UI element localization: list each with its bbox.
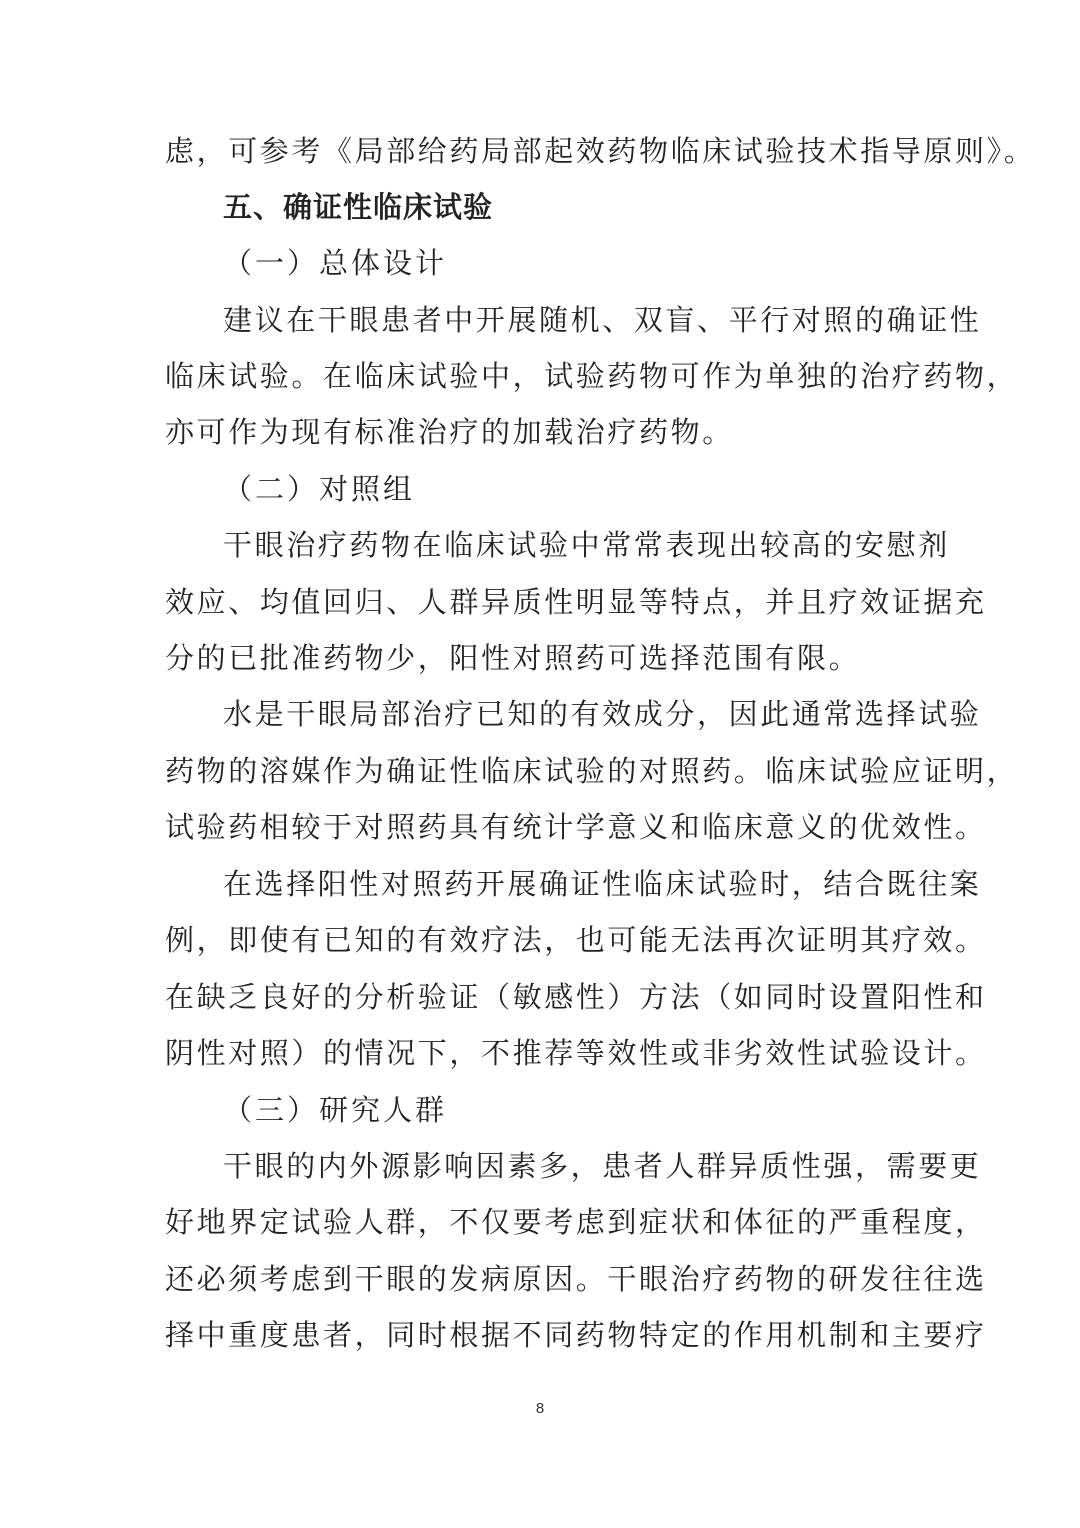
paragraph-line: 还必须考虑到干眼的发病原因。干眼治疗药物的研发往往选 (165, 1262, 987, 1296)
paragraph-line: 择中重度患者，同时根据不同药物特定的作用机制和主要疗 (165, 1318, 987, 1352)
paragraph-line: 效应、均值回归、人群异质性明显等特点，并且疗效证据充 (165, 585, 987, 619)
paragraph-line: 临床试验。在临床试验中，试验药物可作为单独的治疗药物， (165, 359, 1019, 393)
paragraph-line: 例，即使有已知的有效疗法，也可能无法再次证明其疗效。 (165, 923, 987, 957)
page-number: 8 (535, 1400, 545, 1417)
paragraph-line: 亦可作为现有标准治疗的加载治疗药物。 (165, 415, 734, 449)
paragraph-line: 在缺乏良好的分析验证（敏感性）方法（如同时设置阳性和 (165, 980, 987, 1014)
paragraph-line: 虑，可参考《局部给药局部起效药物临床试验技术指导原则》。 (165, 134, 1036, 168)
section-heading: 五、确证性临床试验 (223, 190, 494, 224)
paragraph-line: 干眼治疗药物在临床试验中常常表现出较高的安慰剂 (223, 528, 950, 562)
paragraph-line: 试验药相较于对照药具有统计学意义和临床意义的优效性。 (165, 810, 987, 844)
paragraph-line: 好地界定试验人群，不仅要考虑到症状和体征的严重程度， (165, 1205, 987, 1239)
paragraph-line: 水是干眼局部治疗已知的有效成分，因此通常选择试验 (223, 697, 982, 731)
paragraph-line: 分的已批准药物少，阳性对照药可选择范围有限。 (165, 641, 861, 675)
paragraph-line: 在选择阳性对照药开展确证性临床试验时，结合既往案 (223, 867, 982, 901)
paragraph-line: 干眼的内外源影响因素多，患者人群异质性强，需要更 (223, 1149, 982, 1183)
subsection-heading: （二）对照组 (223, 472, 416, 506)
subsection-heading: （三）研究人群 (223, 1093, 448, 1127)
paragraph-line: 药物的溶媒作为确证性临床试验的对照药。临床试验应证明， (165, 754, 1019, 788)
paragraph-line: 阴性对照）的情况下，不推荐等效性或非劣效性试验设计。 (165, 1036, 987, 1070)
paragraph-line: 建议在干眼患者中开展随机、双盲、平行对照的确证性 (223, 303, 982, 337)
subsection-heading: （一）总体设计 (223, 246, 448, 280)
